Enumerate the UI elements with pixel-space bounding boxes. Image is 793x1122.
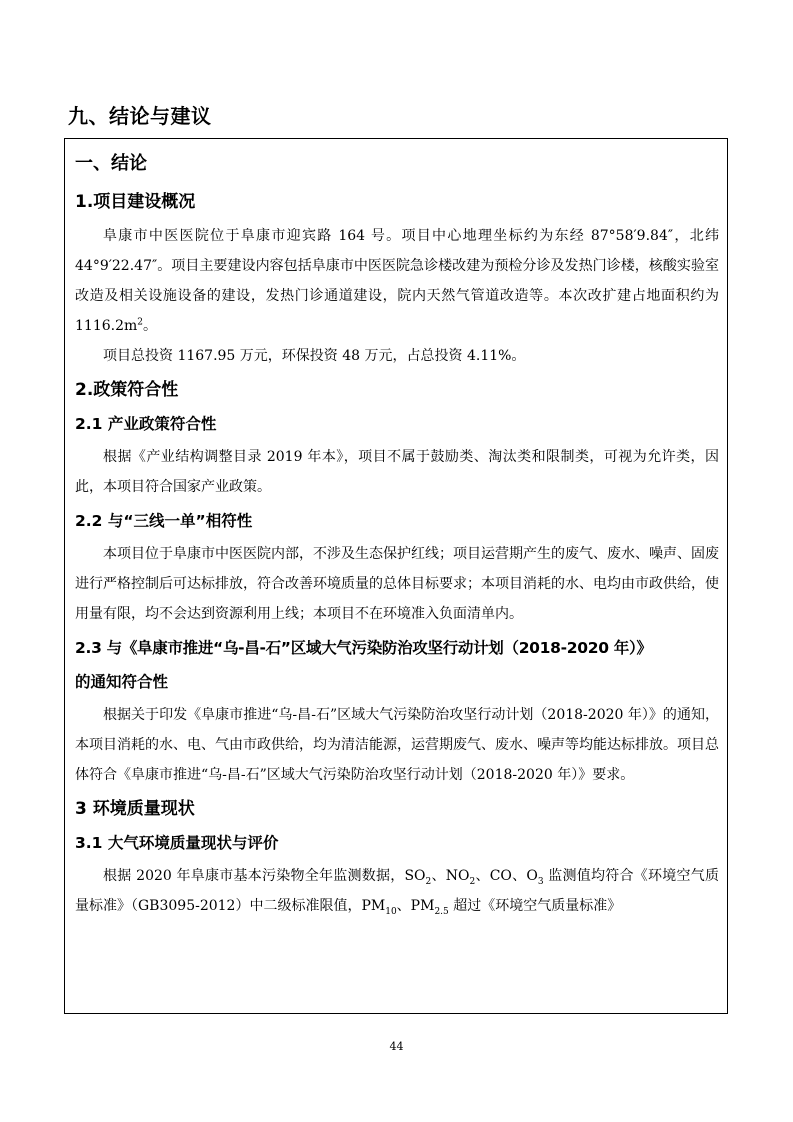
industry-policy-heading: 2.1 产业政策符合性 [75, 415, 217, 433]
page-number: 44 [389, 1040, 404, 1053]
project-overview-paragraph [75, 221, 719, 341]
project-overview-text: 阜康市中医医院位于阜康市迎宾路 164 号。项目中心地理坐标约为东经 87°58′9.84″，北纬 44°9′22.47″。项目主要建设内容包括阜康市中医医院急诊楼改建为预检分诊及发热门诊楼，核酸实验室改造及相关设施设备的建设，发热门诊通道建设，院内天然气管道改造等。本次改扩建占地面积约为 1116.2m [75, 228, 719, 334]
project-overview-heading: 1.项目建设概况 [75, 192, 196, 212]
chapter-title: 九、结论与建议 [68, 104, 212, 128]
air-quality-text: 超过《环境空气质量标准》 [448, 898, 622, 914]
air-quality-text: 、CO、O [475, 868, 538, 884]
content-box [64, 138, 728, 1014]
air-plan-heading-line2: 的通知符合性 [75, 673, 169, 691]
air-plan-heading-line1: 2.3 与《阜康市推进“乌-昌-石”区域大气污染防治攻坚行动计划（2018-2020 年）》 [75, 639, 652, 657]
industry-policy-paragraph: 根据《产业结构调整目录 2019 年本》，项目不属于鼓励类、淘汰类和限制类，可视为允许类，因此，本项目符合国家产业政策。 [75, 449, 719, 495]
air-quality-text: 、NO [431, 868, 470, 884]
area-unit-superscript: 2 [137, 317, 143, 328]
three-lines-heading: 2.2 与“三线一单”相符性 [75, 512, 253, 530]
air-quality-text: 监测值均符合《环境空气质量标准》（GB3095-2012）中二级标准限值，PM [75, 868, 719, 914]
investment-paragraph: 项目总投资 1167.95 万元，环保投资 48 万元，占总投资 4.11%。 [103, 348, 526, 364]
air-quality-paragraph [75, 861, 719, 921]
no2-subscript: 2 [469, 876, 476, 887]
so2-subscript: 2 [425, 876, 432, 887]
three-lines-paragraph: 本项目位于阜康市中医医院内部，不涉及生态保护红线；项目运营期产生的废气、废水、噪声、固废进行严格控制后可达标排放，符合改善环境质量的总体目标要求；本项目消耗的水、电均由市政供给，使用量有限，均不会达到资源利用上线；本项目不在环境准入负面清单内。 [75, 546, 719, 622]
air-plan-paragraph: 根据关于印发《阜康市推进“乌-昌-石”区域大气污染防治攻坚行动计划（2018-2020 年）》的通知，本项目消耗的水、电、气由市政供给，均为清洁能源，运营期废气、废水、噪声等均能达标排放。项目总体符合《阜康市推进“乌-昌-石”区域大气污染防治攻坚行动计划（2018-2020 年）》要求。 [75, 707, 719, 783]
policy-compliance-heading: 2.政策符合性 [75, 380, 179, 400]
air-quality-text: 根据 2020 年阜康市基本污染物全年监测数据，SO [103, 868, 426, 884]
project-overview-end: 。 [143, 318, 157, 334]
air-quality-heading: 3.1 大气环境质量现状与评价 [75, 834, 279, 852]
env-quality-heading: 3 环境质量现状 [75, 799, 195, 819]
air-quality-text: 、PM [396, 898, 435, 914]
o3-subscript: 3 [537, 876, 544, 887]
pm10-subscript: 10 [385, 906, 397, 917]
conclusion-heading: 一、结论 [75, 153, 147, 174]
pm25-subscript: 2.5 [434, 906, 449, 917]
